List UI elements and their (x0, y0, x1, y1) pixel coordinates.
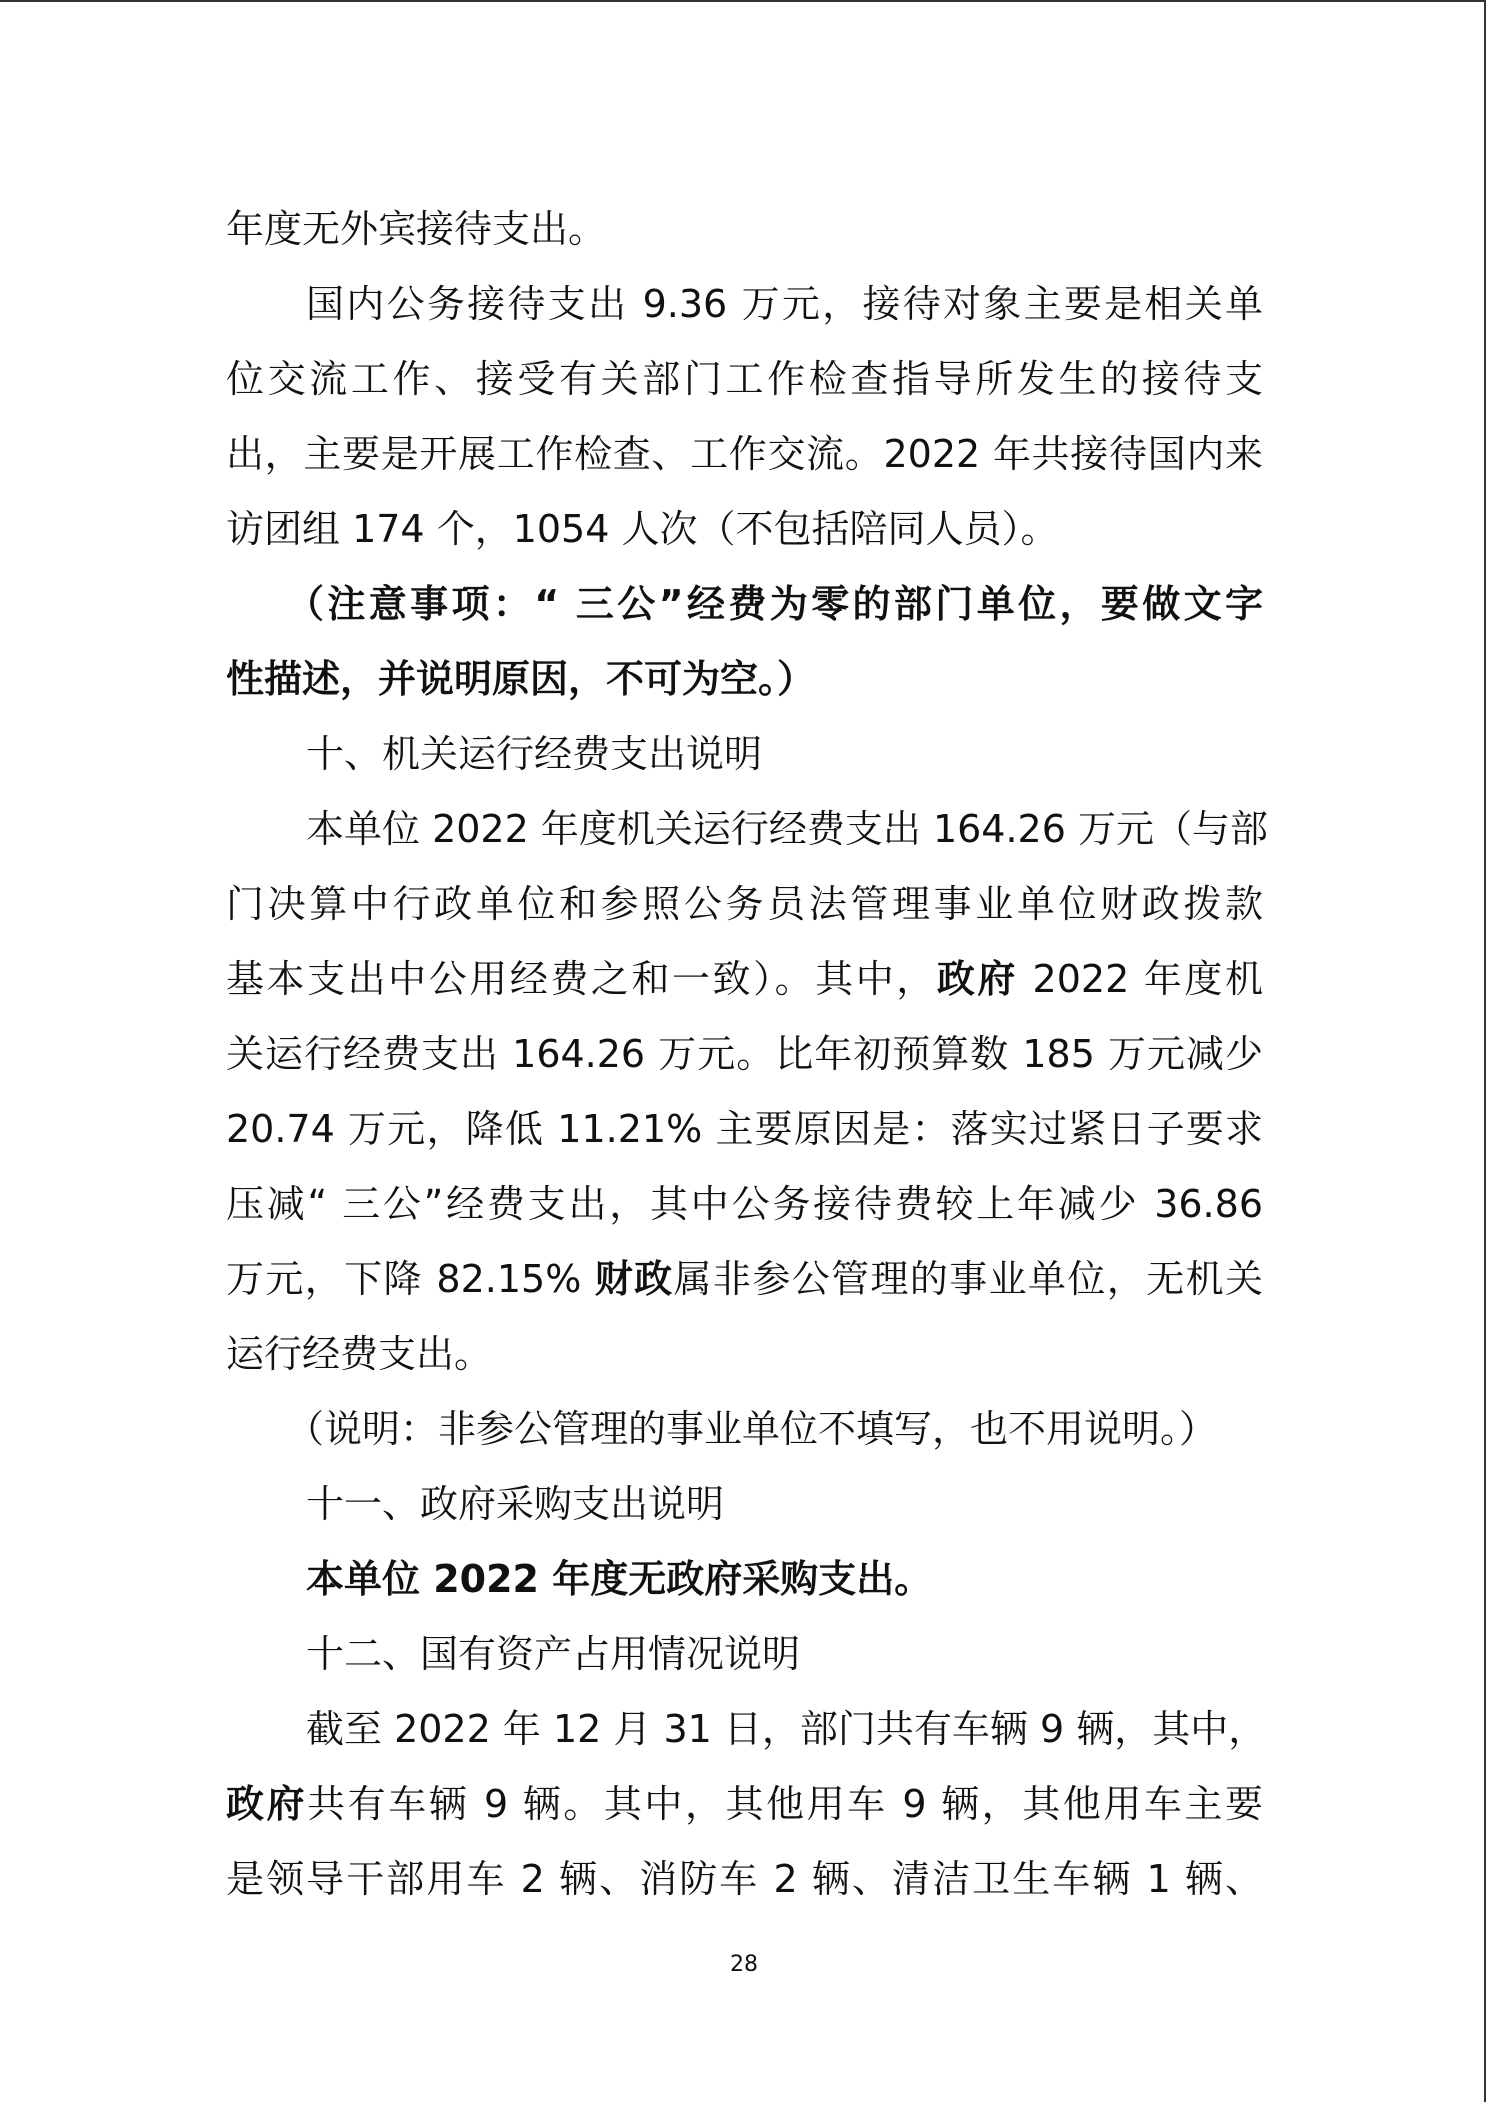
paragraph-line (226, 942, 1263, 1017)
text-run: 2022 年度机 (1017, 957, 1263, 1001)
text-run: （注意事项：“ 三公”经费为零的部门单位，要做文字 (286, 582, 1263, 626)
paragraph-line (226, 1692, 1267, 1767)
text-run: 是领导干部用车 2 辆、消防车 2 辆、清洁卫生车辆 1 辆、 (226, 1857, 1263, 1901)
paragraph-line (226, 1167, 1263, 1242)
section-heading (226, 717, 1263, 792)
page-number: 28 (730, 1952, 758, 1977)
paragraph-line (226, 267, 1263, 342)
section-heading (226, 1467, 1263, 1542)
paragraph-line (226, 1242, 1263, 1317)
text-run: 门决算中行政单位和参照公务员法管理事业单位财政拨款 (226, 882, 1263, 926)
text-run: 性描述，并说明原因，不可为空。） (226, 657, 816, 701)
note-line (226, 1392, 1263, 1467)
note-line (226, 567, 1263, 642)
bold-text-run: 政府 (226, 1782, 308, 1826)
text-run: 万元，下降 82.15% (226, 1257, 595, 1301)
text-run: 属非参公管理的事业单位，无机关 (673, 1257, 1263, 1301)
text-run: 运行经费支出。 (226, 1332, 493, 1376)
paragraph-line (226, 867, 1263, 942)
bold-text-run: 政府 (936, 957, 1018, 1001)
text-run: 截至 2022 年 12 月 31 日，部门共有车辆 9 辆，其中， (306, 1707, 1267, 1751)
paragraph-line (226, 1017, 1263, 1092)
text-run: 国内公务接待支出 9.36 万元，接待对象主要是相关单 (306, 282, 1263, 326)
text-run: 位交流工作、接受有关部门工作检查指导所发生的接待支 (226, 357, 1263, 401)
text-run: 访团组 174 个，1054 人次（不包括陪同人员）。 (226, 507, 1059, 551)
text-run: 十二、国有资产占用情况说明 (306, 1632, 801, 1676)
document-body (226, 192, 1268, 1917)
section-heading (226, 1617, 1263, 1692)
paragraph-line (226, 1542, 1263, 1617)
note-line (226, 642, 1263, 717)
text-run: 本单位 2022 年度无政府采购支出。 (306, 1557, 933, 1601)
paragraph-line (226, 192, 1263, 267)
text-run: 共有车辆 9 辆。其中，其他用车 9 辆，其他用车主要 (307, 1782, 1263, 1826)
text-run: 年度无外宾接待支出。 (226, 207, 607, 251)
paragraph-line (226, 1092, 1263, 1167)
text-run: 压减“ 三公”经费支出，其中公务接待费较上年减少 36.86 (226, 1182, 1263, 1226)
bold-text-run: 财政 (594, 1257, 674, 1301)
paragraph-line (226, 492, 1263, 567)
paragraph-line (226, 417, 1263, 492)
text-run: 基本支出中公用经费之和一致）。其中， (226, 957, 937, 1001)
paragraph-line (226, 342, 1263, 417)
paragraph-line (226, 792, 1268, 867)
text-run: 本单位 2022 年度机关运行经费支出 164.26 万元（与部 (306, 807, 1268, 851)
text-run: （说明：非参公管理的事业单位不填写，也不用说明。） (286, 1407, 1218, 1451)
text-run: 出，主要是开展工作检查、工作交流。2022 年共接待国内来 (226, 432, 1263, 476)
text-run: 十一、政府采购支出说明 (306, 1482, 725, 1526)
paragraph-line (226, 1317, 1263, 1392)
text-run: 20.74 万元，降低 11.21% 主要原因是：落实过紧日子要求 (226, 1107, 1263, 1151)
text-run: 十、机关运行经费支出说明 (306, 732, 763, 776)
paragraph-line (226, 1842, 1263, 1917)
paragraph-line (226, 1767, 1263, 1842)
text-run: 关运行经费支出 164.26 万元。比年初预算数 185 万元减少 (226, 1032, 1263, 1076)
